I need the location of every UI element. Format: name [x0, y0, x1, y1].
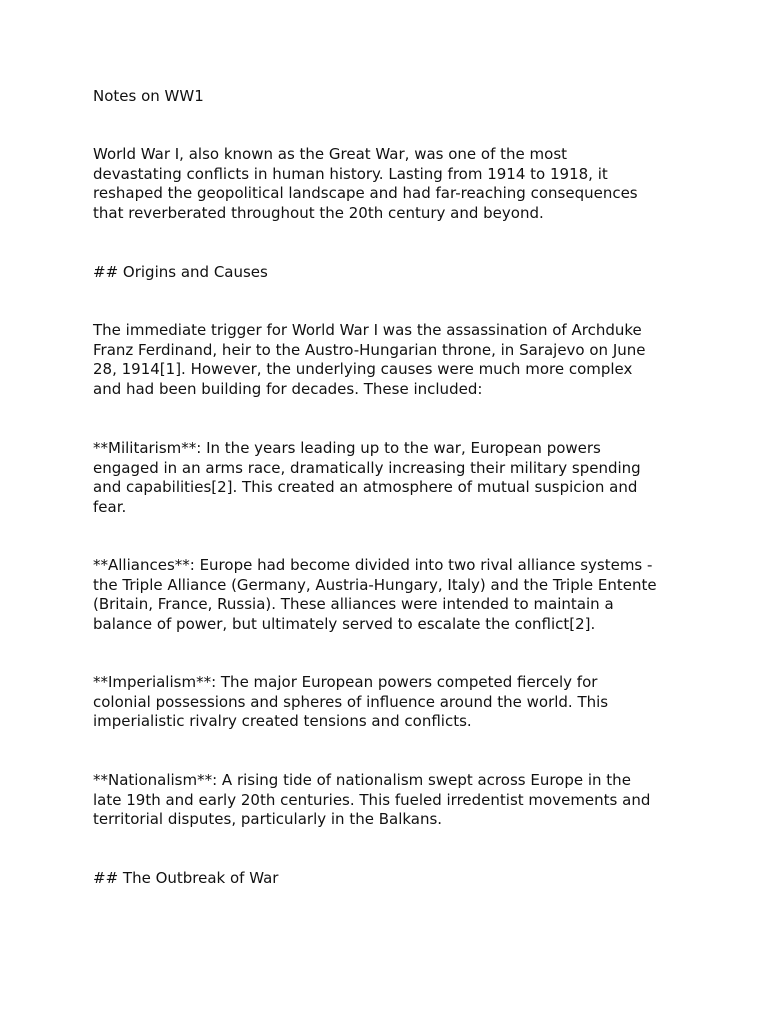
nationalism-paragraph [93, 771, 693, 830]
text-line: **Militarism**: In the years leading up to the war, European powers [93, 439, 601, 457]
text-line: reshaped the geopolitical landscape and had far-reaching consequences [93, 184, 638, 203]
text-line: The immediate trigger for World War I was the assassination of Archduke [93, 321, 642, 339]
origins-paragraph [93, 321, 693, 399]
imperialism-paragraph [93, 673, 693, 732]
text-line: the Triple Alliance (Germany, Austria-Hungary, Italy) and the Triple Entente [93, 575, 657, 594]
text-line: **Alliances**: Europe had become divided into two rival alliance systems - [93, 556, 653, 574]
militarism-paragraph [93, 439, 693, 517]
text-line: colonial possessions and spheres of influence around the world. This [93, 692, 609, 711]
text-line: **Imperialism**: The major European powers competed fiercely for [93, 673, 598, 691]
text-line: (Britain, France, Russia). These alliances were intended to maintain a [93, 595, 614, 614]
text-line: and capabilities[2]. This created an atmosphere of mutual suspicion and [93, 478, 638, 497]
text-line: engaged in an arms race, dramatically increasing their military spending [93, 458, 641, 477]
text-line: territorial disputes, particularly in the Balkans. [93, 810, 443, 829]
text-line: balance of power, but ultimately served to escalate the conflict[2]. [93, 614, 596, 633]
text-line: devastating conflicts in human history. Lasting from 1914 to 1918, it [93, 164, 608, 183]
text-line: World War I, also known as the Great War, was one of the most [93, 145, 568, 163]
text-line: fear. [93, 497, 127, 516]
text-line: Franz Ferdinand, heir to the Austro-Hungarian throne, in Sarajevo on June [93, 340, 646, 359]
document-title: Notes on WW1 [93, 87, 204, 105]
text-line: that reverberated throughout the 20th century and beyond. [93, 203, 544, 222]
alliances-paragraph [93, 556, 693, 634]
text-line: and had been building for decades. These included: [93, 379, 483, 398]
text-line: **Nationalism**: A rising tide of nationalism swept across Europe in the [93, 771, 631, 789]
heading-origins: ## Origins and Causes [93, 263, 268, 281]
text-line: 28, 1914[1]. However, the underlying causes were much more complex [93, 360, 633, 379]
intro-paragraph [93, 145, 693, 223]
text-line: imperialistic rivalry created tensions and conflicts. [93, 712, 472, 731]
heading-outbreak: ## The Outbreak of War [93, 869, 279, 887]
text-line: late 19th and early 20th centuries. This fueled irredentist movements and [93, 790, 651, 809]
